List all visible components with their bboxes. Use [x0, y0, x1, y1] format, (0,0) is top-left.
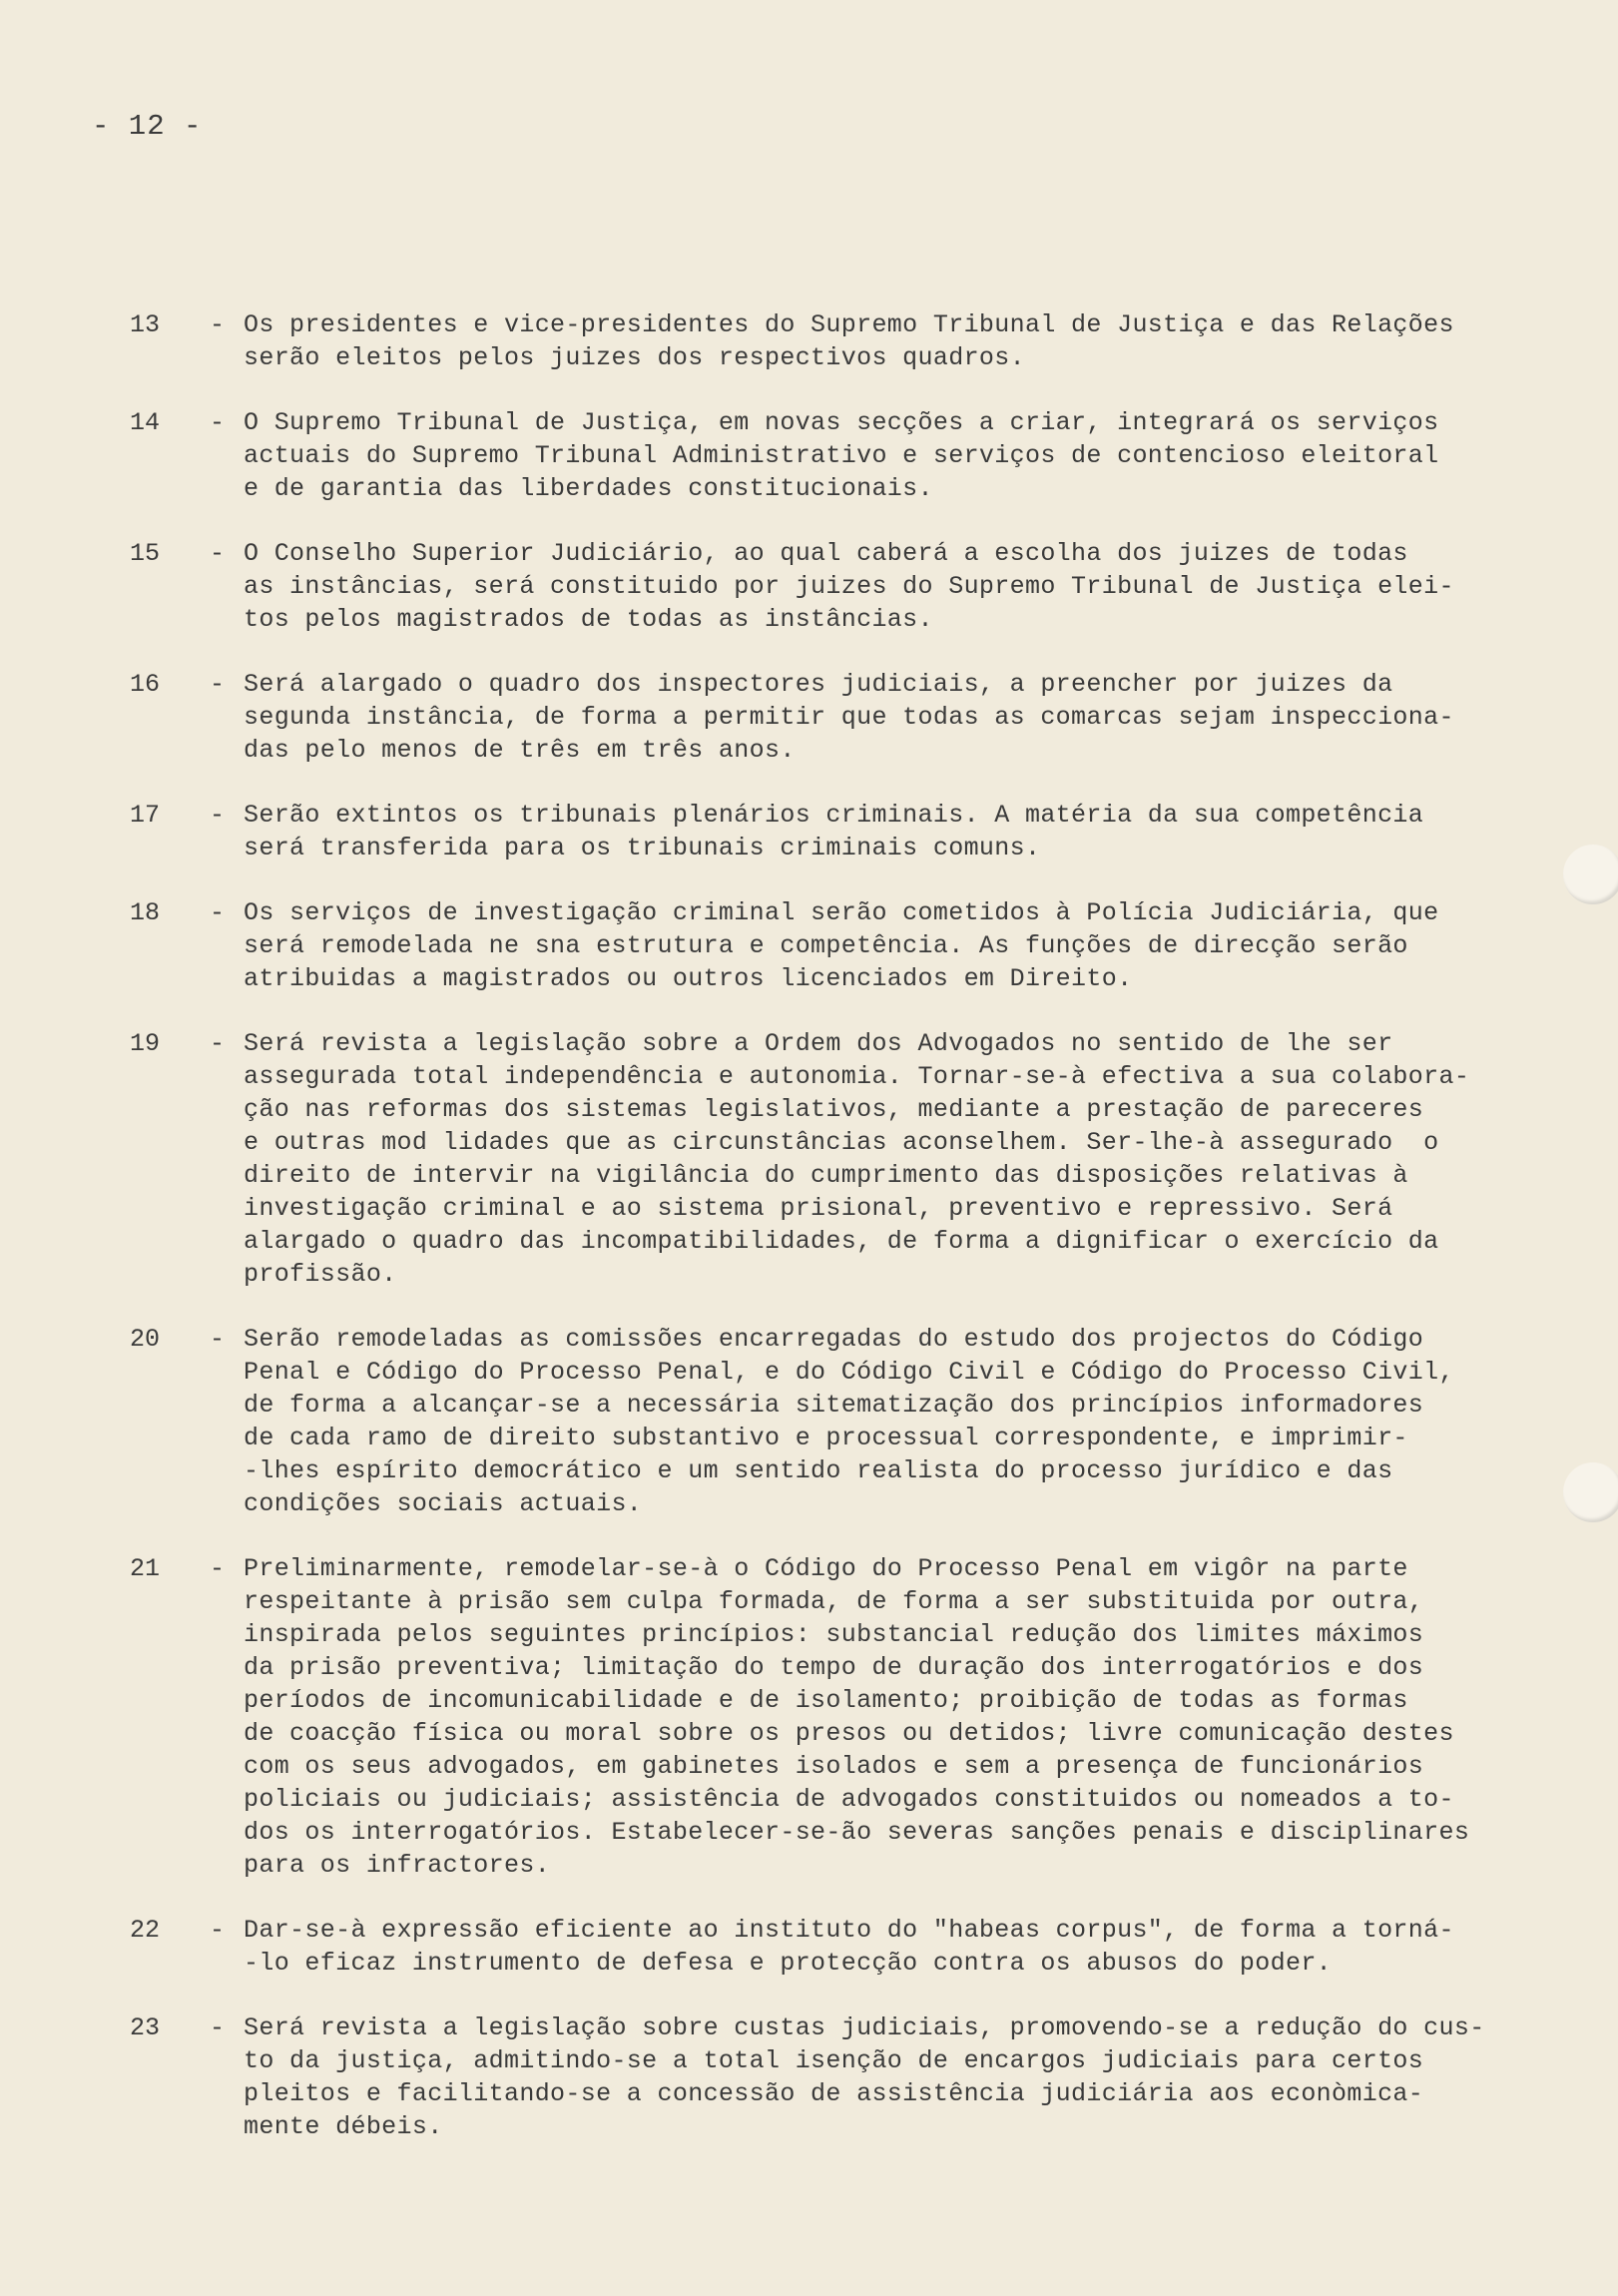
item-dash: -: [210, 1916, 226, 1945]
text-line: to da justiça, admitindo-se a total isenção de encargos judiciais para certos: [244, 2046, 1424, 2075]
item-number: 17: [130, 801, 161, 830]
text-line: O Supremo Tribunal de Justiça, em novas secções a criar, integrará os serviços: [244, 408, 1439, 437]
item-text: [244, 799, 1511, 864]
list-item: [130, 668, 1527, 767]
text-line: O Conselho Superior Judiciário, ao qual caberá a escolha dos juizes de todas: [244, 539, 1408, 568]
page-number: - 12 -: [92, 110, 203, 143]
text-line: para os infractores.: [244, 1851, 551, 1880]
text-line: será remodelada ne sna estrutura e competência. As funções de direcção serão: [244, 931, 1408, 960]
text-line: Serão remodeladas as comissões encarregadas do estudo dos projectos do Código: [244, 1325, 1424, 1354]
item-text: [244, 668, 1511, 767]
text-line: tos pelos magistrados de todas as instâncias.: [244, 605, 933, 634]
text-line: Dar-se-à expressão eficiente ao instituto do "habeas corpus", de forma a torná-: [244, 1916, 1454, 1945]
list-item: [130, 537, 1527, 636]
text-line: alargado o quadro das incompatibilidades, de forma a dignificar o exercício da: [244, 1227, 1439, 1256]
text-line: ção nas reformas dos sistemas legislativos, mediante a prestação de pareceres: [244, 1095, 1424, 1124]
list-item: [130, 2011, 1527, 2143]
text-line: Será revista a legislação sobre a Ordem dos Advogados no sentido de lhe ser: [244, 1029, 1393, 1058]
text-line: segunda instância, de forma a permitir que todas as comarcas sejam inspecciona-: [244, 703, 1454, 732]
item-number: 19: [130, 1029, 161, 1058]
item-number: 13: [130, 310, 161, 339]
text-line: -lhes espírito democrático e um sentido realista do processo jurídico e das: [244, 1456, 1393, 1485]
text-line: será transferida para os tribunais criminais comuns.: [244, 834, 1041, 862]
text-line: atribuidas a magistrados ou outros licenciados em Direito.: [244, 964, 1133, 993]
item-dash: -: [210, 801, 226, 830]
punch-hole: [1563, 1462, 1618, 1522]
item-text: [244, 896, 1511, 995]
text-line: assegurada total independência e autonomia. Tornar-se-à efectiva a sua colabora-: [244, 1062, 1470, 1091]
text-line: dos os interrogatórios. Estabelecer-se-ão severas sanções penais e disciplinares: [244, 1818, 1470, 1847]
item-number: 14: [130, 408, 161, 437]
text-line: serão eleitos pelos juizes dos respectivos quadros.: [244, 343, 1025, 372]
text-line: de cada ramo de direito substantivo e processual correspondente, e imprimir-: [244, 1424, 1408, 1452]
item-text: [244, 1914, 1511, 1980]
list-item: [130, 799, 1527, 864]
text-line: de forma a alcançar-se a necessária sitematização dos princípios informadores: [244, 1391, 1424, 1420]
text-line: -lo eficaz instrumento de defesa e protecção contra os abusos do poder.: [244, 1949, 1333, 1978]
list-item: [130, 896, 1527, 995]
item-number: 22: [130, 1916, 161, 1945]
item-text: [244, 406, 1511, 505]
item-number: 15: [130, 539, 161, 568]
text-line: policiais ou judiciais; assistência de advogados constituidos ou nomeados a to-: [244, 1785, 1454, 1814]
numbered-list: [130, 308, 1527, 2175]
item-number: 16: [130, 670, 161, 699]
text-line: mente débeis.: [244, 2112, 443, 2141]
item-dash: -: [210, 2013, 226, 2042]
text-line: direito de intervir na vigilância do cumprimento das disposições relativas à: [244, 1161, 1408, 1190]
text-line: e outras mod lidades que as circunstâncias aconselhem. Ser-lhe-à assegurado o: [244, 1128, 1439, 1157]
text-line: e de garantia das liberdades constitucionais.: [244, 474, 933, 503]
text-line: com os seus advogados, em gabinetes isolados e sem a presença de funcionários: [244, 1752, 1424, 1781]
item-text: [244, 2011, 1511, 2143]
item-text: [244, 308, 1511, 374]
text-line: Será alargado o quadro dos inspectores judiciais, a preencher por juizes da: [244, 670, 1393, 699]
list-item: [130, 406, 1527, 505]
text-line: Preliminarmente, remodelar-se-à o Código do Processo Penal em vigôr na parte: [244, 1554, 1408, 1583]
item-dash: -: [210, 1325, 226, 1354]
list-item: [130, 1027, 1527, 1291]
text-line: condições sociais actuais.: [244, 1489, 643, 1518]
text-line: Os serviços de investigação criminal serão cometidos à Polícia Judiciária, que: [244, 898, 1439, 927]
item-number: 20: [130, 1325, 161, 1354]
text-line: Serão extintos os tribunais plenários criminais. A matéria da sua competência: [244, 801, 1424, 830]
text-line: de coacção física ou moral sobre os presos ou detidos; livre comunicação destes: [244, 1719, 1454, 1748]
text-line: das pelo menos de três em três anos.: [244, 736, 796, 765]
list-item: [130, 308, 1527, 374]
text-line: Será revista a legislação sobre custas judiciais, promovendo-se a redução do cus-: [244, 2013, 1485, 2042]
list-item: [130, 1914, 1527, 1980]
text-line: investigação criminal e ao sistema prisional, preventivo e repressivo. Será: [244, 1194, 1393, 1223]
punch-hole: [1563, 845, 1618, 904]
text-line: períodos de incomunicabilidade e de isolamento; proibição de todas as formas: [244, 1686, 1408, 1715]
item-number: 23: [130, 2013, 161, 2042]
text-line: actuais do Supremo Tribunal Administrativo e serviços de contencioso eleitoral: [244, 441, 1439, 470]
item-dash: -: [210, 310, 226, 339]
text-line: da prisão preventiva; limitação do tempo de duração dos interrogatórios e dos: [244, 1653, 1424, 1682]
text-line: respeitante à prisão sem culpa formada, de forma a ser substituida por outra,: [244, 1587, 1424, 1616]
item-dash: -: [210, 539, 226, 568]
text-line: Penal e Código do Processo Penal, e do Código Civil e Código do Processo Civil,: [244, 1358, 1454, 1387]
item-text: [244, 537, 1511, 636]
item-dash: -: [210, 1554, 226, 1583]
item-number: 21: [130, 1554, 161, 1583]
text-line: inspirada pelos seguintes princípios: substancial redução dos limites máximos: [244, 1620, 1424, 1649]
item-dash: -: [210, 898, 226, 927]
item-dash: -: [210, 670, 226, 699]
list-item: [130, 1552, 1527, 1882]
item-dash: -: [210, 1029, 226, 1058]
item-text: [244, 1027, 1511, 1291]
list-item: [130, 1323, 1527, 1520]
item-text: [244, 1552, 1511, 1882]
text-line: Os presidentes e vice-presidentes do Supremo Tribunal de Justiça e das Relações: [244, 310, 1454, 339]
item-dash: -: [210, 408, 226, 437]
text-line: profissão.: [244, 1260, 397, 1289]
item-text: [244, 1323, 1511, 1520]
text-line: pleitos e facilitando-se a concessão de assistência judiciária aos econòmica-: [244, 2079, 1424, 2108]
text-line: as instâncias, será constituido por juizes do Supremo Tribunal de Justiça elei-: [244, 572, 1454, 601]
item-number: 18: [130, 898, 161, 927]
